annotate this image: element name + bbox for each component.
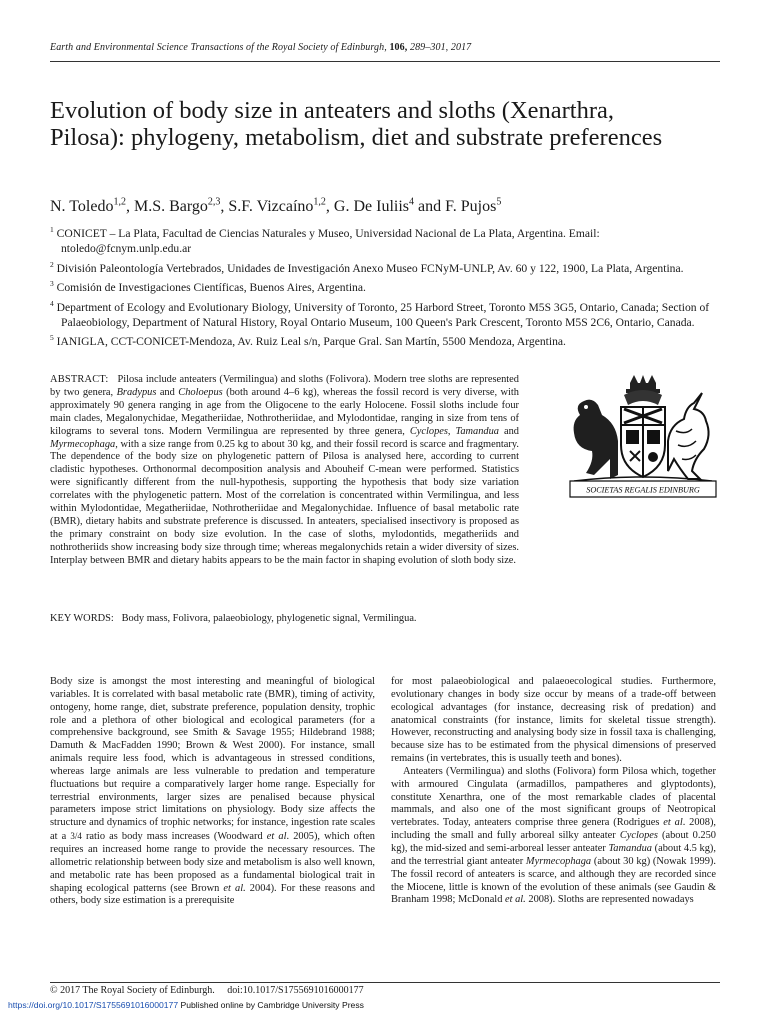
published-online-text: Published online by Cambridge University Press <box>180 1000 364 1010</box>
body-text: (about 4.5 kg), and the terrestrial giant anteater <box>391 842 716 867</box>
body-text: for most palaeobiological and palaeoecological studies. Furthermore, evolutionary changes in body size occur by means of a trade-off between ecological advantages (for instance, decreasing risk of predation) and anatomical constraints (for instance, limits for skeletal tissue strength). However, reconstructing and analysing body size in fossil taxa is challenging, because size has to be estimated from the physical dimensions of preserved remains (in vertebrates, this is usually teeth and bones). <box>391 676 716 765</box>
genus-name: Myrmecophaga <box>50 438 116 450</box>
author-affil-ref: 2,3 <box>207 197 221 208</box>
author: F. Pujos$^5$ <box>445 197 502 216</box>
journal-volume: 106, <box>389 42 408 53</box>
journal-header <box>50 42 720 53</box>
body-text: . 2005), which often requires an increased home range to provide the necessary resources. The allometric relationship between body size and metabolism is also well known, and metabolic rate has been proposed as a fundamental biological trait in shaping ecological patterns (see Brown <box>50 831 375 894</box>
affiliation-item: $^3$ Comisión de Investigaciones Científicas, Buenos Aires, Argentina. <box>50 279 366 295</box>
body-text: (about 0.250 kg), the mid-sized and semi-arboreal lesser anteater <box>391 830 717 854</box>
italic-text: et al. <box>505 894 526 906</box>
italic-text: Tamandua <box>608 842 652 854</box>
body-text: Anteaters (Vermilingua) and sloths (Folivora) form Pilosa which, together with armoured Cingulata (armadillos, pampatheres and glyptodonts), constitute Xenarthra, one of the most remarkable clades of placental mammals, and also one of the most significant groups of Neotropical vertebrates. Today, anteaters comprise three genera (Rodrigues <box>391 765 716 829</box>
keywords-text: Body mass, Folivora, palaeobiology, phylogenetic signal, Vermilingua. <box>121 613 417 624</box>
author-affil-ref: 5 <box>496 197 502 208</box>
author: M.S. Bargo$^{2,3}$, <box>133 197 229 216</box>
journal-title: Earth and Environmental Science Transactions of the Royal Society of Edinburgh, <box>50 42 387 53</box>
doi-link[interactable]: https://doi.org/10.1017/S1755691016000177 <box>8 1000 179 1010</box>
body-text: 2004). For these reasons and others, body size estimation is a prerequisite <box>50 882 375 907</box>
affiliation-list <box>50 222 720 350</box>
affiliation-item: $^1$ CONICET – La Plata, Facultad de Ciencias Naturales y Museo, Universidad Nacional de La Plata, Argentina. Email: ntoledo@fcnym.unlp.edu.ar <box>50 225 600 256</box>
doi-text: doi:10.1017/S1755691016000177 <box>227 985 364 996</box>
article-title: Evolution of body size in anteaters and sloths (Xenarthra, Pilosa): phylogeny, metabolism, diet and substrate preferences <box>50 97 663 151</box>
genus-name: Cyclopes <box>409 425 448 437</box>
body-text: ratio as body mass increases (Woodward <box>81 831 267 843</box>
affiliation-item: $^4$ Department of Ecology and Evolutionary Biology, University of Toronto, 25 Harbord Street, Toronto M5S 3G5, Ontario, Canada; Section of Palaeobiology, Department of Natural History, Royal Ontario Museum, 100 Queen's Park Crescent, Toronto M5S 2C6, Ontario, Canada. <box>50 298 710 329</box>
italic-text: et al. <box>223 882 246 894</box>
genus-name: Tamandua <box>455 425 499 437</box>
footer-divider <box>50 982 720 983</box>
body-text: 2008). Sloths are represented nowadays <box>525 894 694 906</box>
affiliation-item: $^5$ IANIGLA, CCT-CONICET-Mendoza, Av. Ruiz Leal s/n, Parque Gral. San Martín, 5500 Mendoza, Argentina. <box>50 333 566 349</box>
body-paragraph <box>391 676 716 766</box>
fraction: 3/4 <box>70 831 82 842</box>
keywords-label: KEY WORDS: <box>50 613 114 624</box>
body-column-right <box>391 676 716 907</box>
keywords <box>50 612 720 625</box>
page-footer <box>50 985 720 996</box>
genus-name: Bradypus <box>116 386 157 398</box>
body-text: (about 30 kg) (Nowak 1999). The fossil record of anteaters is scarce, and although they are recorded since the Miocene, little is known of the evolution of these animals (see Gaudin & Branham 1998; McDonald <box>391 855 716 906</box>
copyright-text: © 2017 The Royal Society of Edinburgh. <box>50 985 215 996</box>
italic-text: Cyclopes <box>619 830 658 842</box>
doi-banner <box>8 1000 364 1010</box>
body-paragraph <box>391 766 716 907</box>
body-paragraph <box>50 676 375 908</box>
author-affil-ref: 1,2 <box>113 197 126 208</box>
abstract: ABSTRACT: Pilosa include anteaters (Vermilingua) and sloths (Folivora). Modern tree sloths are represented by two genera, Bradypus and Choloepus (both around 4–6 kg), whereas the fossil record is very diverse, with approximately 90 genera ranging in age from the Oligocene to the early Holocene. Fossil sloths include four main clades, Megalonychidae, Megatheriidae, Nothrotheriidae, and Mylodontidae, ranging in size from tens of kilograms to several tons. Modern Vermilingua are represented by three genera, Cyclopes, Tamandua and Myrmecophaga, with a size range from 0.25 kg to about 30 kg, and their fossil record is scarce and fragmentary. The dependence of the body size on phylogenetic pattern of Pilosa is analysed here, according to current cladistic hypotheses. Orthonormal decomposition analysis and Abouheif C-mean were performed. Statistics were significantly different from the null-hypothesis, supporting the hypothesis that body size variation correlates with the phylogenetic pattern. Most of the correlation is concentrated within Vermilingua, and less within Mylodontidae, Megatheriidae, Nothrotheriidae and Megalonychidae. Influence of basal metabolic rate (BMR), dietary habits and substrate preference is discussed. In anteaters, specialised insectivory is proposed as the primary constraint on body size evolution. In the case of sloths, mylodontids, megatheriids and nothrotheriids show increasing body size through time; whereas megalonychids retain a wider diversity of sizes. Interplay between BMR and dietary habits appears to be the main factor in shaping evolution of sloth body size. <box>50 374 519 566</box>
italic-text: et al <box>266 831 287 843</box>
genus-name: Choloepus <box>178 386 223 398</box>
body-text: . 2008), including the small and fully arboreal silky anteater <box>391 817 716 842</box>
affiliation-item: $^2$ División Paleontología Vertebrados, Unidades de Investigación Anexo Museo FCNyM-UNLP, Av. 60 y 122, 1900, La Plata, Argentina. <box>50 259 684 275</box>
author: S.F. Vizcaíno$^{1,2}$, <box>228 197 334 216</box>
header-divider <box>50 61 720 62</box>
abstract-label: ABSTRACT: <box>50 374 109 385</box>
society-crest-image <box>566 375 720 505</box>
author: G. De Iuliis$^4$ and <box>333 197 446 216</box>
italic-text: et al <box>663 817 683 829</box>
author-affil-ref: 4 <box>409 197 415 208</box>
journal-pages: 289–301, 2017 <box>409 42 472 53</box>
author: N. Toledo$^{1,2}$, <box>50 197 134 216</box>
crest-motto: SOCIETAS REGALIS EDINBURG <box>586 485 700 495</box>
author-list <box>50 193 720 217</box>
body-text: Body size is amongst the most interesting and meaningful of biological variables. It is correlated with basal metabolic rate (BMR), timing of activity, ontogeny, home range, diet, substrate preference, population density, trophic role and a plethora of other biological and ecological parameters (for a comprehensive background, see Smith & Savage 1955; Hildebrand 1988; Damuth & MacFadden 1990; Brown & West 2000). For instance, small animals require less food, which is advantageous in stressed conditions, whereas large animals are less vulnerable to predation and temperature fluctuations but require a comparatively larger home range. Especially for terrestrial environments, larger sizes are penalised because physical parameters impose strict limitations on physiology. Body size affects the structure and dynamics of trophic networks; for instance, ingestion rate scales at a <box>50 676 375 843</box>
italic-text: Myrmecophaga <box>525 855 592 867</box>
author-affil-ref: 1,2 <box>313 197 326 208</box>
body-column-left <box>50 676 375 908</box>
